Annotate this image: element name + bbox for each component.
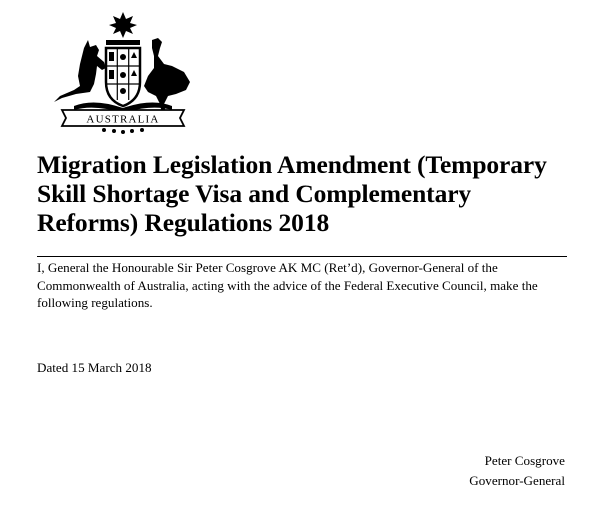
commonwealth-star <box>109 12 137 38</box>
title-divider <box>37 256 567 257</box>
signature-block <box>469 451 565 491</box>
document-title <box>37 150 582 237</box>
enacting-preamble: I, General the Honourable Sir Peter Cosgrove AK MC (Ret’d), Governor-General of the Commonwealth of Australia, acting with the advice of the Federal Executive Council, make the following regulations. <box>37 260 538 310</box>
signatory-role: Governor-General <box>469 473 565 488</box>
kangaroo-figure <box>54 40 106 102</box>
title-line: Migration Legislation Amendment (Temporary <box>37 150 547 179</box>
signatory-name: Peter Cosgrove <box>484 453 565 468</box>
date-line: Dated 15 March 2018 <box>37 360 152 375</box>
title-line: Skill Shortage Visa and Complementary <box>37 179 472 208</box>
motto-text: AUSTRALIA <box>86 113 160 126</box>
coat-of-arms-emblem <box>44 10 202 136</box>
title-line: Reforms) Regulations 2018 <box>37 208 330 237</box>
australian-coat-of-arms <box>44 10 202 136</box>
